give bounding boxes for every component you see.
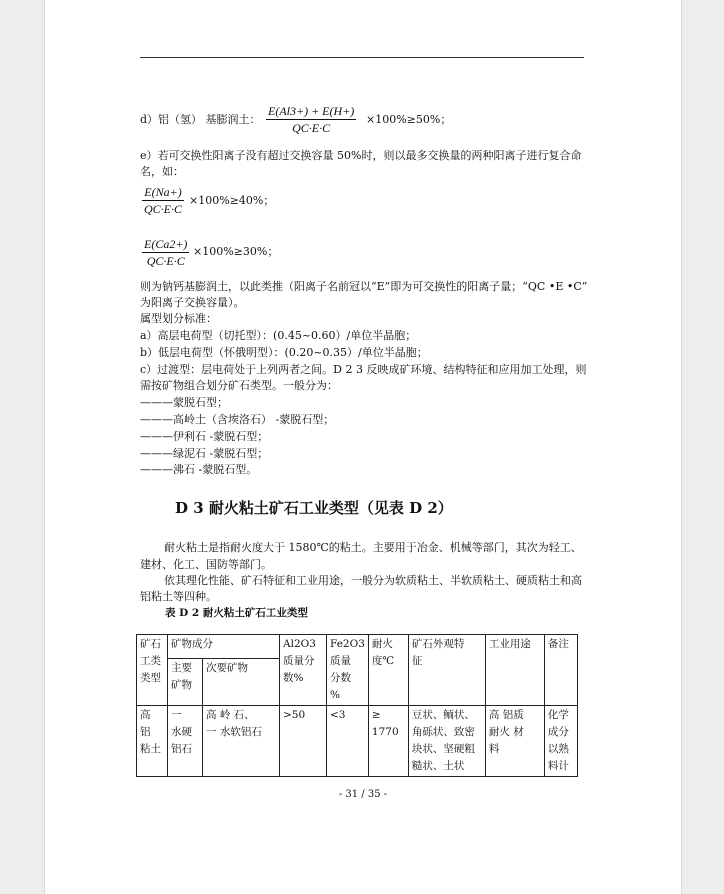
formula-d-numerator: E(Al3+) + E(H+) (268, 104, 355, 118)
header-secondary-mineral: 次要矿物 (203, 659, 280, 706)
cell-usage: 高 铝质 耐火 材 料 (485, 706, 544, 777)
ore-type-table (136, 634, 578, 777)
header-al2o3: Al2O3 质量分 数% (280, 635, 327, 706)
cell-main-mineral: 一 水硬 铝石 (168, 706, 203, 777)
list-item: ———高岭土（含埃洛石） -蒙脱石型； (140, 413, 335, 426)
formula-d-suffix: ×100%≥50%； (366, 113, 452, 126)
formula-d-denominator: QC·E·C (292, 121, 331, 135)
cell-secondary-mineral: 高 岭 石、 一 水软铝石 (203, 706, 280, 777)
paragraph-line: 属型划分标准： (140, 312, 217, 325)
list-item: ———沸石 -蒙脱石型。 (140, 463, 258, 476)
formula-na (142, 184, 184, 217)
paragraph-line: 需按矿物组合划分矿石类型。一般分为： (140, 379, 338, 392)
paragraph-line: b）低层电荷型（怀俄明型）：(0.20~0.35）/单位半晶胞； (140, 346, 428, 359)
paragraph-line: 则为钠钙基膨润土，以此类推（阳离子名前冠以“E”即为可交换性的阳离子量；“QC •E •C” (140, 280, 588, 293)
table-header-row (137, 635, 578, 659)
list-item: ———伊利石 -蒙脱石型； (140, 430, 269, 443)
cell-al2o3: >50 (280, 706, 327, 777)
body-line: 依其理化性能、矿石特征和工业用途，一般分为软质粘土、半软质粘土、硬质粘土和高 (164, 574, 582, 587)
table-caption: 表 D 2 耐火粘土矿石工业类型 (165, 607, 308, 619)
formula-na-denominator: QC·E·C (144, 202, 183, 216)
header-refractoriness: 耐火 度℃ (368, 635, 408, 706)
formula-ca (142, 236, 189, 269)
header-appearance: 矿石外观特 征 (408, 635, 485, 706)
cell-ore-type: 高 铝 粘土 (137, 706, 168, 777)
formula-na-numerator: E(Na+) (144, 185, 182, 199)
paragraph-line: c）过渡型：层电荷处于上列两者之间。D 2 3 反映成矿环境、结构特征和应用加工处理，则 (140, 363, 587, 376)
formula-na-suffix: ×100%≥40%； (189, 194, 275, 207)
d-line-prefix: d）铝（氢） 基膨润土： (140, 113, 261, 126)
paragraph-line: a）高层电荷型（切托型）：(0.45~0.60）/单位半晶胞； (140, 329, 417, 342)
list-item: ———蒙脱石型； (140, 396, 228, 409)
cell-fe2o3: <3 (327, 706, 369, 777)
header-fe2o3: Fe2O3 质量 分数 % (327, 635, 369, 706)
formula-ca-suffix: ×100%≥30%； (193, 245, 279, 258)
body-line: 建材、化工、国防等部门。 (140, 558, 272, 571)
e-line-2: 名，如： (140, 165, 184, 178)
e-line-1: e）若可交换性阳离子没有超过交换容量 50%时，则以最多交换量的两种阳离子进行复合命 (140, 149, 582, 162)
paragraph-line: 为阳离子交换容量）。 (140, 296, 245, 309)
header-rule (140, 57, 584, 58)
list-item: ———绿泥石 -蒙脱石型； (140, 447, 269, 460)
body-line: 铝粘土等四种。 (140, 590, 217, 603)
formula-ca-denominator: QC·E·C (146, 254, 185, 268)
formula-d (266, 103, 356, 136)
header-mineral: 矿物成分 (168, 635, 280, 659)
page-number: - 31 / 35 - (338, 789, 388, 800)
body-line: 耐火粘土是指耐火度大于 1580℃的粘土。主要用于冶金、机械等部门，其次为轻工、 (164, 541, 582, 554)
table-row (137, 706, 578, 777)
section-heading: D 3 耐火粘土矿石工业类型（见表 D 2） (175, 499, 453, 517)
header-note: 备注 (544, 635, 577, 706)
document-page (44, 0, 682, 894)
header-main-mineral: 主要 矿物 (168, 659, 203, 706)
cell-appearance: 豆状、鲕状、 角砾状、致密 块状、坚硬粗 糙状、土状 (408, 706, 485, 777)
cell-note: 化学 成分 以熟 料计 (544, 706, 577, 777)
header-usage: 工业用途 (485, 635, 544, 706)
cell-refractoriness: ≥ 1770 (368, 706, 408, 777)
formula-ca-numerator: E(Ca2+) (144, 237, 188, 251)
header-ore-type: 矿石 工类 类型 (137, 635, 168, 706)
